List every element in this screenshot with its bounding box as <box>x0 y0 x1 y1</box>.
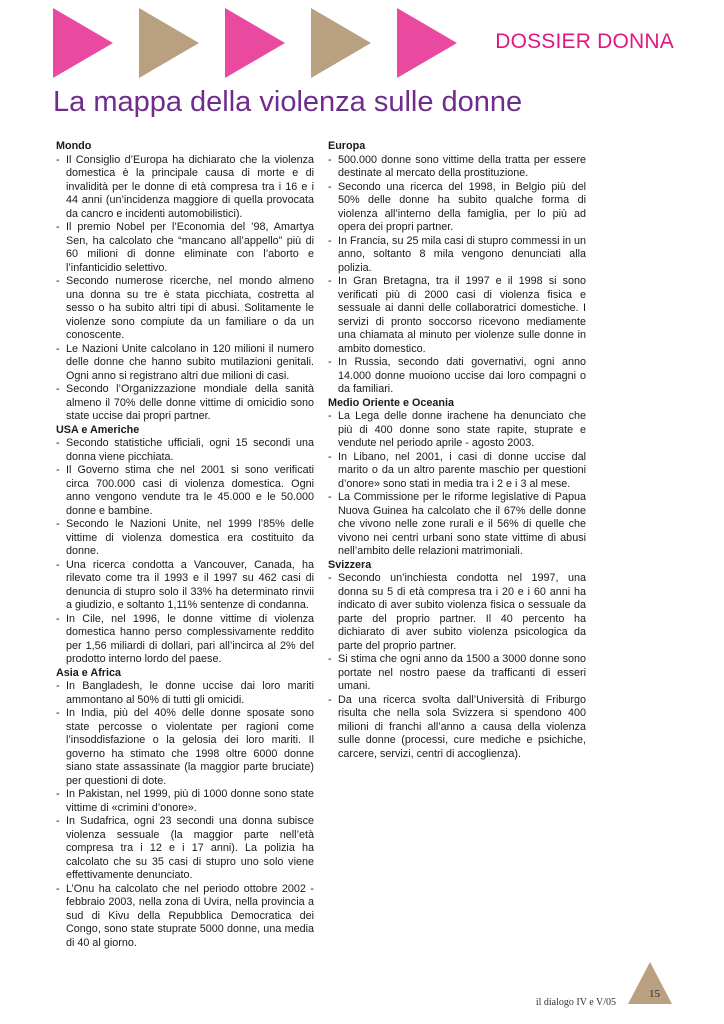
section-heading: USA e Americhe <box>56 423 140 436</box>
list-item: - Il premio Nobel per l’Economia del ’98, Amartya Sen, ha calcolato che “mancano all’appello” più di 60 milioni di donne eliminate con l’aborto e l’infanticidio selettivo. <box>56 221 314 275</box>
section-asia-africa <box>56 667 314 951</box>
list-item: - Si stima che ogni anno da 1500 a 3000 donne sono portate nel nostro paese da trafficanti di esseri umani. <box>328 653 586 694</box>
pink-arrow-icon <box>225 8 285 78</box>
list-item: - L’Onu ha calcolato che nel periodo ottobre 2002 - febbraio 2003, nella zona di Uvira, nella provincia a sud di Kivu della Repubblica Democratica dei Congo, sono state stuprate 5000 donne, una media di 40 al giorno. <box>56 883 314 951</box>
section-svizzera <box>328 559 586 762</box>
list-item: - Il Governo stima che nel 2001 si sono verificati circa 700.000 casi di violenza domestica. Ogni anno vengono vendute tra le 45.000 e le 50.000 donne e bambine. <box>56 464 314 518</box>
list-item: - 500.000 donne sono vittime della tratta per essere destinate al mercato della prostituzione. <box>328 154 586 181</box>
list-item: - In Libano, nel 2001, i casi di donne uccise dal marito o da un altro parente maschio per questioni d’onore» sono stati in media tra i 2 e i 3 al mese. <box>328 451 586 492</box>
section-heading: Svizzera <box>328 558 372 571</box>
list-item: - In Sudafrica, ogni 23 secondi una donna subisce violenza sessuale (la maggior parte nell’età compresa tra i 12 e i 17 anni). La polizia ha calcolato che su 35 casi di stupro uno solo viene effettivamente denunciato. <box>56 815 314 883</box>
pink-arrow-icon <box>53 8 113 78</box>
list-item: - Da una ricerca svolta dall’Università di Friburgo risulta che nella sola Svizzera si spendono 400 milioni di franchi all’anno a causa della violenza sulle donne (processi, cure mediche e psichiche, carcere, servizi, centri di accoglienza). <box>328 694 586 762</box>
section-heading: Asia e Africa <box>56 666 122 679</box>
decorative-arrow-banner <box>53 8 473 78</box>
section-medio-oriente-oceania <box>328 397 586 559</box>
list-item: - La Commissione per le riforme legislative di Papua Nuova Guinea ha calcolato che il 67% delle donne che vivono nelle zone rurali e il 56% di quelle che vivono nei centri urbani sono state vittime di abusi nell’ambito delle relazioni matrimoniali. <box>328 491 586 559</box>
section-europa <box>328 140 586 397</box>
list-item: - In Russia, secondo dati governativi, ogni anno 14.000 donne muoiono uccise dai loro compagni o da familiari. <box>328 356 586 397</box>
section-mondo <box>56 140 314 424</box>
section-label: DOSSIER DONNA <box>495 30 674 53</box>
list-item: - In Pakistan, nel 1999, più di 1000 donne sono state vittime di «crimini d’onore». <box>56 788 314 815</box>
list-item: - La Lega delle donne irachene ha denunciato che più di 400 donne sono state rapite, stuprate e vendute nel periodo aprile - agosto 2003. <box>328 410 586 451</box>
tan-arrow-icon <box>139 8 199 78</box>
section-usa-americhe <box>56 424 314 667</box>
section-heading: Mondo <box>56 140 92 152</box>
right-column <box>328 140 586 761</box>
list-item: - Una ricerca condotta a Vancouver, Canada, ha rilevato come tra il 1993 e il 1997 su 462 casi di denuncia di stupro solo il 33% ha determinato rinvii a giudizio, e soltanto 1,11% sentenze di condanna. <box>56 559 314 613</box>
page-number: 15 <box>649 988 660 1000</box>
left-column <box>56 140 314 950</box>
list-item: - Secondo un’inchiesta condotta nel 1997, una donna su 5 di età compresa tra i 20 e i 60 anni ha indicato di aver subito violenza fisica o sessuale da parte del proprio partner. Il 40 percento ha dichiarato di aver subito violenza psicologica da parte del proprio partner. <box>328 572 586 653</box>
list-item: - In Cile, nel 1996, le donne vittime di violenza domestica hanno perso complessivamente reddito per 1,56 miliardi di dollari, pari all’incirca al 2% del prodotto interno lordo del paese. <box>56 613 314 667</box>
list-item: - In India, più del 40% delle donne sposate sono state percosse o violentate per ragioni come l’insoddisfazione o la gelosia dei loro mariti. Il governo ha stimato che 1998 oltre 6000 donne siano state assassinate (la maggior parte bruciate) per questioni di dote. <box>56 707 314 788</box>
list-item: - In Bangladesh, le donne uccise dai loro mariti ammontano al 50% di tutti gli omicidi. <box>56 680 314 707</box>
section-heading: Medio Oriente e Oceania <box>328 396 455 409</box>
list-item: - In Gran Bretagna, tra il 1997 e il 1998 si sono verificati più di 2000 casi di violenza fisica e sessuale ai danni delle collaboratrici domestiche. I servizi di pronto soccorso ricevono mediamente una chiamata al minuto per violenze sulle donne in ambito domestico. <box>328 275 586 356</box>
list-item: - Le Nazioni Unite calcolano in 120 milioni il numero delle donne che hanno subito mutilazioni genitali. Ogni anno si registrano altri due milioni di casi. <box>56 343 314 384</box>
section-heading: Europa <box>328 140 366 152</box>
list-item: - Secondo le Nazioni Unite, nel 1999 l’85% delle vittime di violenza domestica era costituito da donne. <box>56 518 314 559</box>
list-item: - Secondo statistiche ufficiali, ogni 15 secondi una donna viene picchiata. <box>56 437 314 464</box>
list-item: - Secondo l’Organizzazione mondiale della sanità almeno il 70% delle donne vittime di omicidio sono state uccise dai propri partner. <box>56 383 314 424</box>
list-item: - Il Consiglio d’Europa ha dichiarato che la violenza domestica è la principale causa di morte e di invalidità per le donne di età compresa tra i 16 e i 44 anni (un’incidenza maggiore di quella provocata da cancro e incidenti automobilistici). <box>56 154 314 222</box>
list-item: - In Francia, su 25 mila casi di stupro commessi in un anno, soltanto 8 mila vengono denunciati alla polizia. <box>328 235 586 276</box>
list-item: - Secondo una ricerca del 1998, in Belgio più del 50% delle donne ha subito qualche forma di violenza all’interno della famiglia, per lo più ad opera dei propri partner. <box>328 181 586 235</box>
pink-arrow-icon <box>397 8 457 78</box>
publication-footer: il dialogo IV e V/05 <box>535 997 616 1008</box>
page-title: La mappa della violenza sulle donne <box>53 86 523 118</box>
tan-arrow-icon <box>311 8 371 78</box>
list-item: - Secondo numerose ricerche, nel mondo almeno una donna su tre è stata picchiata, costretta al sesso o ha subito altri tipi di abusi. Solitamente le violenze sono compiute da un familiare o da un conoscente. <box>56 275 314 343</box>
